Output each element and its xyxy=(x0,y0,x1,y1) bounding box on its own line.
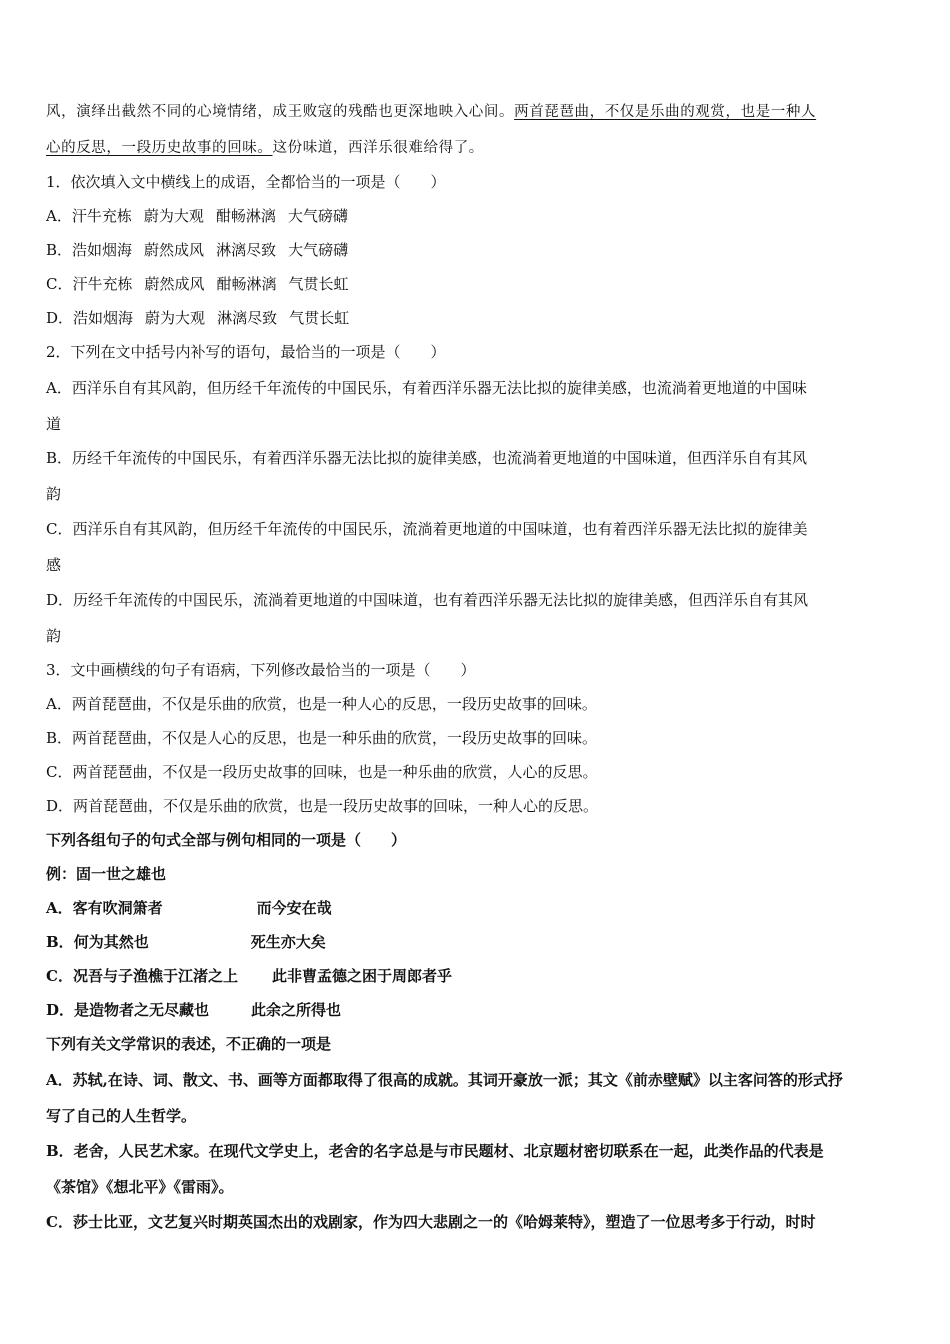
question-2-stem: 2．下列在文中括号内补写的语句，最恰当的一项是（ ） xyxy=(46,343,446,361)
underlined-sentence: 心的反思，一段历史故事的回味。 xyxy=(46,140,273,156)
question-1-stem: 1．依次填入文中横线上的成语，全都恰当的一项是（ ） xyxy=(46,173,446,191)
q2-option-d-cont: 韵 xyxy=(46,627,62,645)
q2-option-d[interactable]: D．历经千年流传的中国民乐，流淌着更地道的中国味道，也有着西洋乐器无法比拟的旋律美感，但西洋乐自有其风 xyxy=(46,591,809,609)
q3-option-c[interactable]: C．两首琵琶曲，不仅是一段历史故事的回味，也是一种乐曲的欣赏，人心的反思。 xyxy=(46,763,598,781)
q4-example: 例：固一世之雄也 xyxy=(46,865,167,883)
q1-option-c[interactable]: C．汗牛充栋 蔚然成风 酣畅淋漓 气贯长虹 xyxy=(46,275,349,293)
q1-option-d[interactable]: D．浩如烟海 蔚为大观 淋漓尽致 气贯长虹 xyxy=(46,309,350,327)
q5-option-a-cont: 写了自己的人生哲学。 xyxy=(46,1107,197,1125)
q4-option-a[interactable]: A．客有吹洞箫者 而今安在哉 xyxy=(46,899,332,917)
q1-option-b[interactable]: B．浩如烟海 蔚然成风 淋漓尽致 大气磅礴 xyxy=(46,241,349,259)
q5-option-b-cont: 《茶馆》《想北平》《雷雨》。 xyxy=(46,1178,234,1196)
question-4-stem: 下列各组句子的句式全部与例句相同的一项是（ ） xyxy=(46,831,407,849)
q2-option-c[interactable]: C．西洋乐自有其风韵，但历经千年流传的中国民乐，流淌着更地道的中国味道，也有着西洋乐器无法比拟的旋律美 xyxy=(46,520,808,538)
q2-option-b-cont: 韵 xyxy=(46,485,62,503)
q5-option-b[interactable]: B．老舍，人民艺术家。在现代文学史上，老舍的名字总是与市民题材、北京题材密切联系在一起，此类作品的代表是 xyxy=(46,1142,824,1160)
q2-option-c-cont: 感 xyxy=(46,556,62,574)
underlined-sentence: 两首琵琶曲，不仅是乐曲的观赏，也是一种人 xyxy=(514,104,817,120)
passage-line-2 xyxy=(46,138,484,158)
question-3-stem: 3．文中画横线的句子有语病，下列修改最恰当的一项是（ ） xyxy=(46,661,476,679)
q4-option-d[interactable]: D．是造物者之无尽藏也 此余之所得也 xyxy=(46,1001,342,1019)
q3-option-d[interactable]: D．两首琵琶曲，不仅是乐曲的欣赏，也是一段历史故事的回味，一种人心的反思。 xyxy=(46,797,599,815)
q4-option-c[interactable]: C．况吾与子渔樵于江渚之上 此非曹孟德之困于周郎者乎 xyxy=(46,967,452,985)
q2-option-a-cont: 道 xyxy=(46,415,62,433)
passage-line-1 xyxy=(46,102,816,122)
q2-option-a[interactable]: A．西洋乐自有其风韵，但历经千年流传的中国民乐，有着西洋乐器无法比拟的旋律美感，也流淌着更地道的中国味 xyxy=(46,379,807,397)
passage-text: 风，演绎出截然不同的心境情绪，成王败寇的残酷也更深地映入心间。 xyxy=(46,104,515,120)
q1-option-a[interactable]: A．汗牛充栋 蔚为大观 酣畅淋漓 大气磅礴 xyxy=(46,207,348,225)
q5-option-a[interactable]: A．苏轼,在诗、词、散文、书、画等方面都取得了很高的成就。其词开豪放一派；其文《前赤壁赋》以主客问答的形式抒 xyxy=(46,1071,843,1089)
passage-text: 这份味道，西洋乐很难给得了。 xyxy=(272,140,484,156)
q4-option-b[interactable]: B．何为其然也 死生亦大矣 xyxy=(46,933,326,951)
q3-option-b[interactable]: B．两首琵琶曲，不仅是人心的反思，也是一种乐曲的欣赏，一段历史故事的回味。 xyxy=(46,729,598,747)
q3-option-a[interactable]: A．两首琵琶曲，不仅是乐曲的欣赏，也是一种人心的反思，一段历史故事的回味。 xyxy=(46,695,597,713)
q5-option-c[interactable]: C．莎士比亚，文艺复兴时期英国杰出的戏剧家，作为四大悲剧之一的《哈姆莱特》，塑造了一位思考多于行动，时时 xyxy=(46,1213,816,1231)
question-5-stem: 下列有关文学常识的表述，不正确的一项是 xyxy=(46,1035,332,1053)
q2-option-b[interactable]: B．历经千年流传的中国民乐，有着西洋乐器无法比拟的旋律美感，也流淌着更地道的中国味道，但西洋乐自有其风 xyxy=(46,449,808,467)
